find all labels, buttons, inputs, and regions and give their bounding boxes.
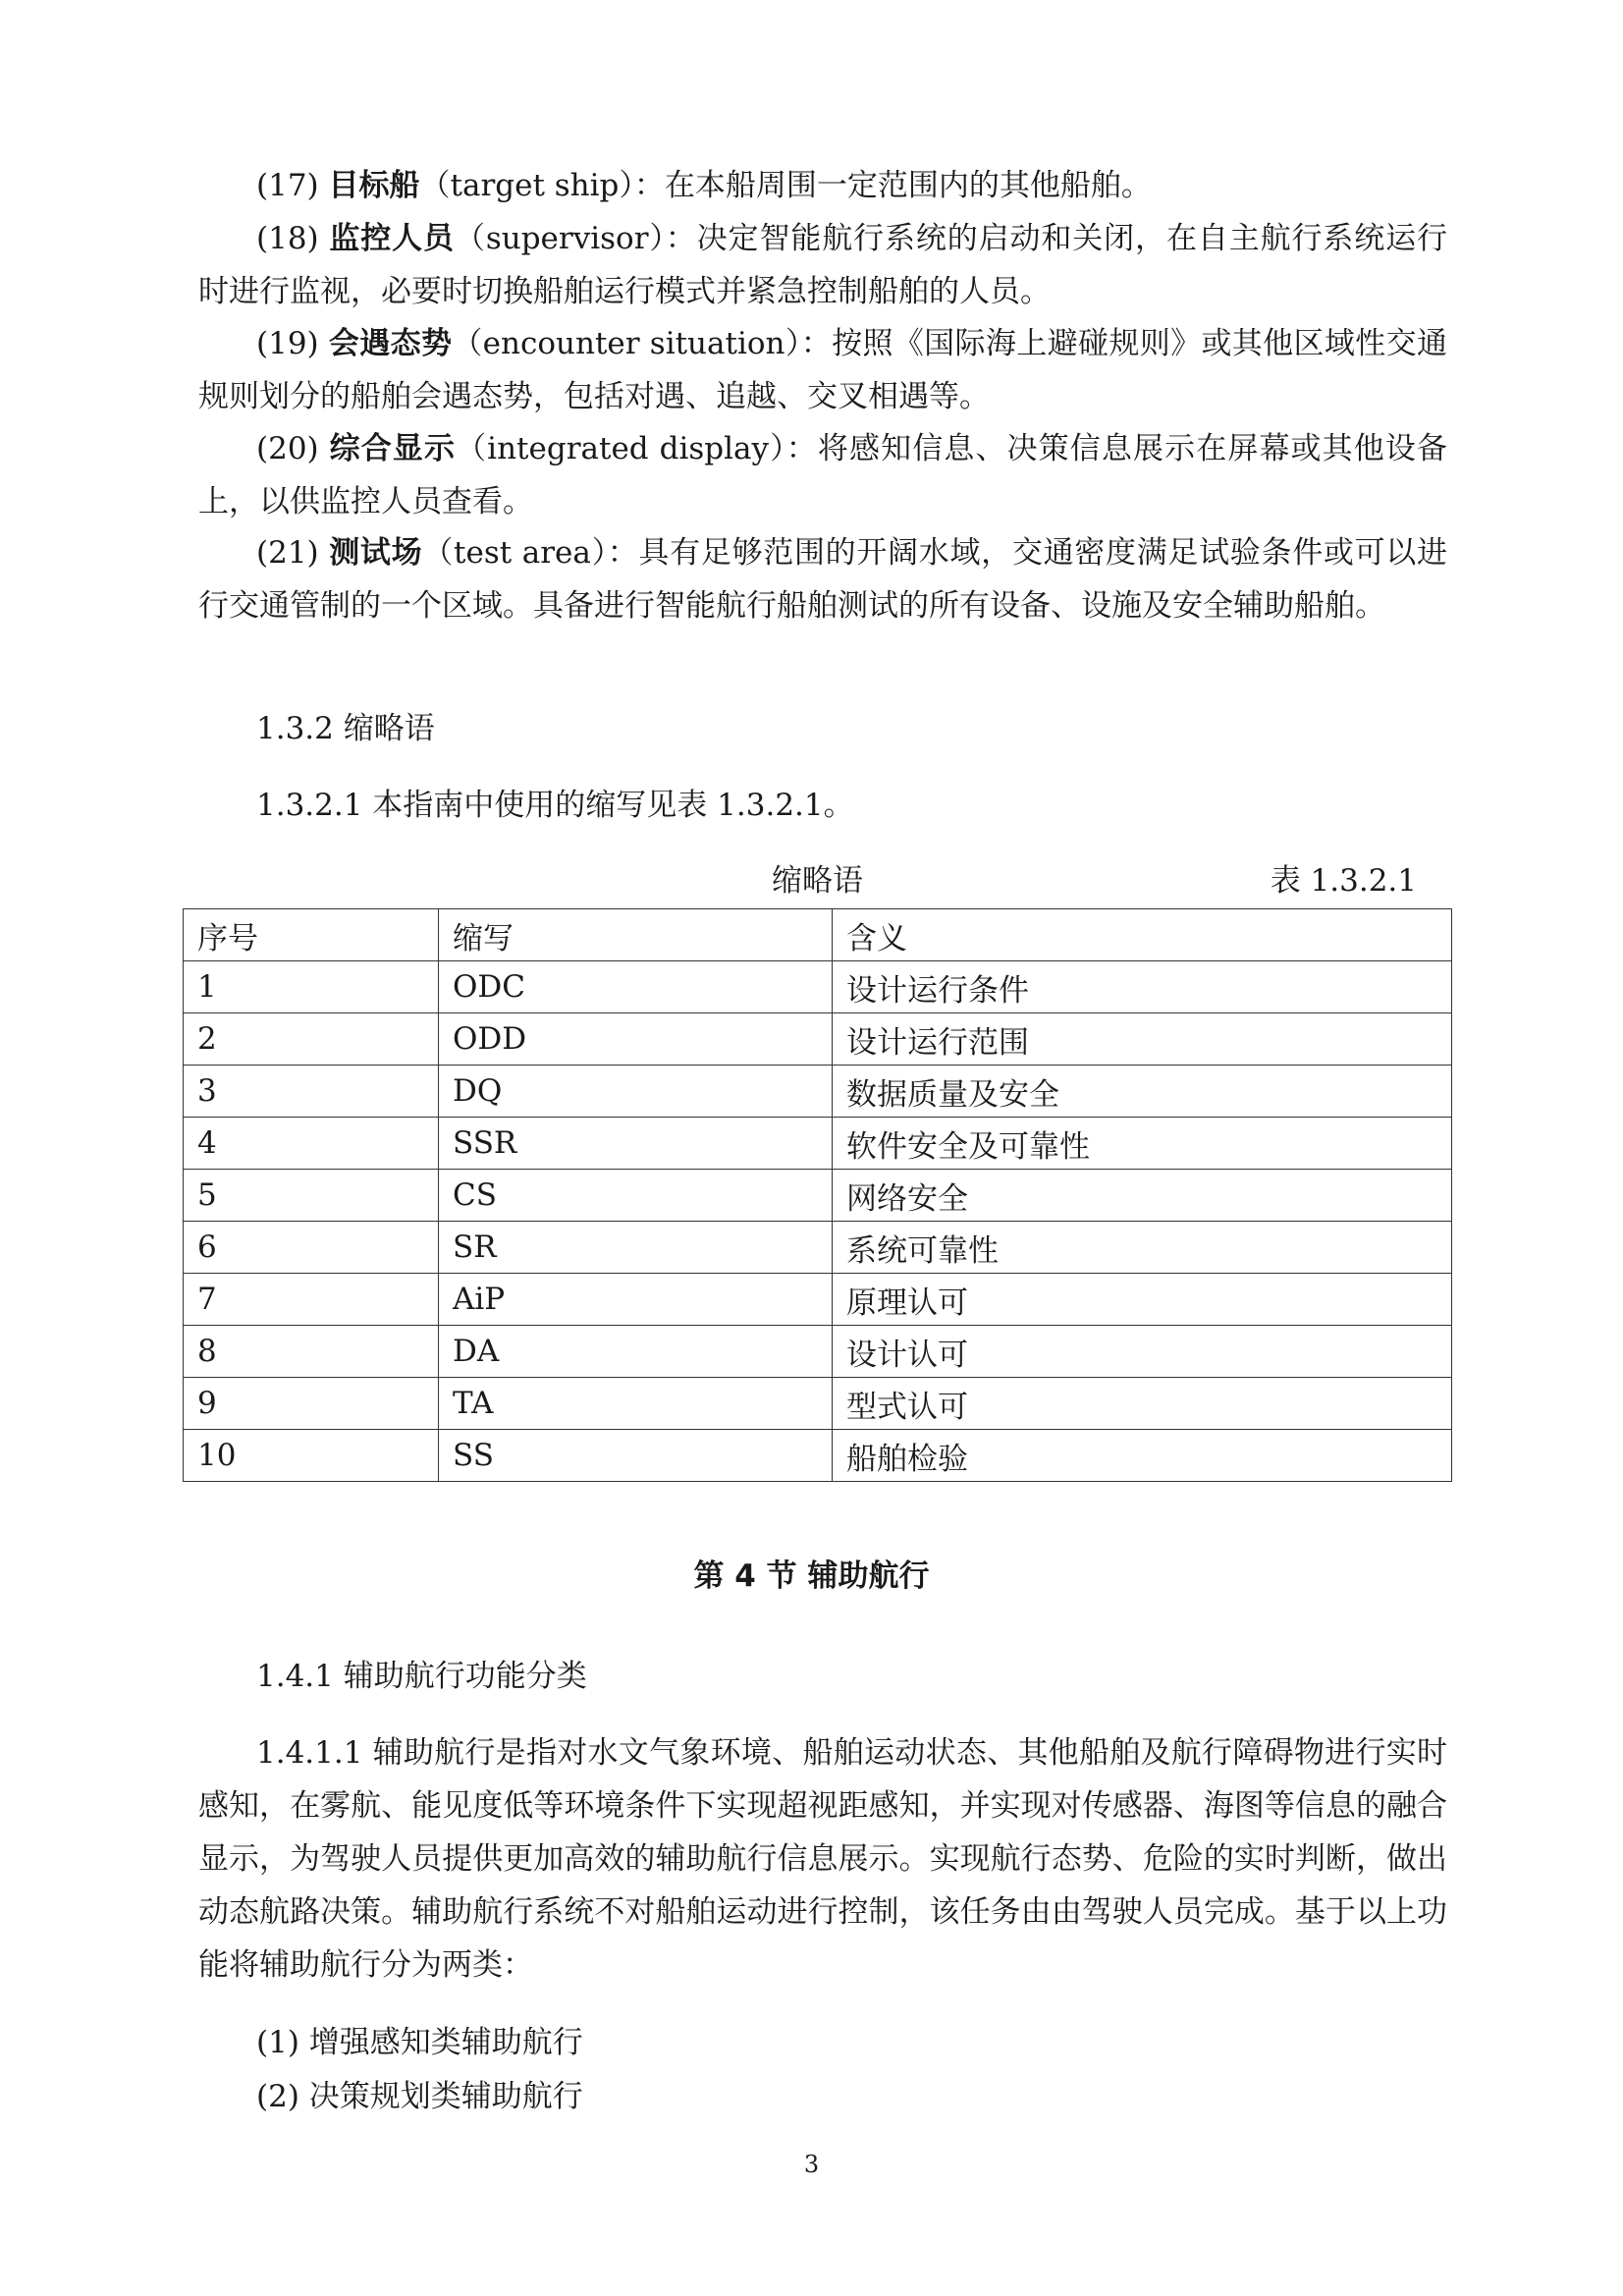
table-row [184,1222,1452,1274]
table-cell: DQ [439,1066,833,1118]
table-cell: 8 [184,1326,439,1378]
table-cell: SR [439,1222,833,1274]
definition-term: 会遇态势 [328,326,453,361]
definition-term: 测试场 [329,535,423,571]
section-title: 第 4 节 辅助航行 [693,1558,930,1594]
table-cell: 船舶检验 [833,1430,1452,1482]
table-cell: ODC [439,961,833,1013]
table-cell: DA [439,1326,833,1378]
table-cell: 设计运行范围 [833,1013,1452,1066]
definition-20: (20) 综合显示（integrated display）：将感知信息、决策信息展示在屏幕或其他设备上，以供监控人员查看。 [198,431,1448,519]
table-cell: 网络安全 [833,1170,1452,1222]
definition-21: (21) 测试场（test area）：具有足够范围的开阔水域，交通密度满足试验条件或可以进行交通管制的一个区域。具备进行智能航行船舶测试的所有设备、设施及安全辅助船舶。 [198,535,1447,624]
table-cell: 7 [184,1274,439,1326]
table-cell: 3 [184,1066,439,1118]
table-cell: SSR [439,1118,833,1170]
table-row [184,1326,1452,1378]
page-number: 3 [803,2151,820,2178]
table-row [184,961,1452,1013]
definition-17: (17) 目标船（target ship）：在本船周围一定范围内的其他船舶。 [256,168,1152,203]
table-cell: 系统可靠性 [833,1222,1452,1274]
definition-term: 综合显示 [329,431,457,466]
table-row [184,1118,1452,1170]
paragraph-1-4-1-1: 1.4.1.1 辅助航行是指对水文气象环境、船舶运动状态、其他船舶及航行障碍物进行实时感知，在雾航、能见度低等环境条件下实现超视距感知，并实现对传感器、海图等信息的融合显示，为驾驶人员提供更加高效的辅助航行信息展示。实现航行态势、危险的实时判断，做出动态航路决策。辅助航行系统不对船舶运动进行控制，该任务由由驾驶人员完成。基于以上功能将辅助航行分为两类： [198,1735,1447,1983]
definition-term: 目标船 [328,168,420,203]
table-cell: 5 [184,1170,439,1222]
table-cell: ODD [439,1013,833,1066]
table-cell: AiP [439,1274,833,1326]
list-item: (2) 决策规划类辅助航行 [256,2079,583,2114]
table-cell: 设计认可 [833,1326,1452,1378]
definition-term: 监控人员 [329,221,455,256]
table-row [184,1378,1452,1430]
table-cell: 10 [184,1430,439,1482]
table-row [184,1066,1452,1118]
heading-1-3-2: 1.3.2 缩略语 [256,711,435,746]
table-cell: 9 [184,1378,439,1430]
table-cell: CS [439,1170,833,1222]
table-cell: 2 [184,1013,439,1066]
table-cell: TA [439,1378,833,1430]
header-cell: 序号 [184,909,439,961]
table-cell: 1 [184,961,439,1013]
list-item: (1) 增强感知类辅助航行 [256,2025,583,2060]
abbreviation-table [183,908,1452,1482]
table-title: 缩略语 [772,863,863,899]
table-header-row [184,909,1452,961]
table-row [184,1430,1452,1482]
definition-19: (19) 会遇态势（encounter situation）：按照《国际海上避碰规则》或其他区域性交通规则划分的船舶会遇态势，包括对遇、追越、交叉相遇等。 [198,326,1447,414]
table-number: 表 1.3.2.1 [1270,863,1417,899]
table-cell: 4 [184,1118,439,1170]
table-cell: 型式认可 [833,1378,1452,1430]
table-cell: 设计运行条件 [833,961,1452,1013]
header-cell: 缩写 [439,909,833,961]
table-row [184,1013,1452,1066]
table-cell: 软件安全及可靠性 [833,1118,1452,1170]
definition-18: (18) 监控人员（supervisor）：决定智能航行系统的启动和关闭，在自主航行系统运行时进行监视，必要时切换船舶运行模式并紧急控制船舶的人员。 [198,221,1448,309]
table-cell: 6 [184,1222,439,1274]
table-cell: 数据质量及安全 [833,1066,1452,1118]
table-cell: 原理认可 [833,1274,1452,1326]
table-row [184,1170,1452,1222]
paragraph-1-3-2-1: 1.3.2.1 本指南中使用的缩写见表 1.3.2.1。 [256,788,854,823]
heading-1-4-1: 1.4.1 辅助航行功能分类 [256,1659,587,1694]
header-cell: 含义 [833,909,1452,961]
table-row [184,1274,1452,1326]
table-cell: SS [439,1430,833,1482]
